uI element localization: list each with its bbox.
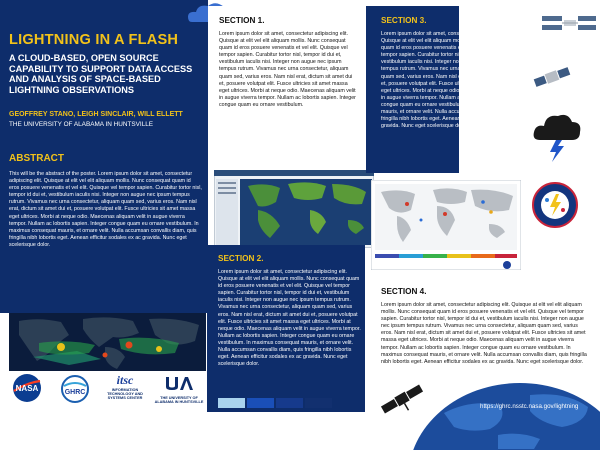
poster-subtitle: A CLOUD-BASED, OPEN SOURCE CAPABILITY TO SUPPORT DATA ACCESS AND ANALYSIS OF SPACE-BASED LIGHTNING OBSERVATIONS (9, 53, 193, 96)
ghrc-logo-text: GHRC (64, 389, 86, 396)
itsc-caption: INFORMATION TECHNOLOGY AND SYSTEMS CENTER (107, 388, 143, 400)
itsc-logo-text: itsc (116, 373, 134, 387)
satellite-icon (378, 382, 426, 416)
section-4-heading: SECTION 4. (381, 287, 427, 296)
color-swatch (218, 398, 245, 408)
uah-logo (152, 375, 206, 404)
section-3-body: Lorem ipsum dolor sit amet, consectetur adipiscing elit. Quisque at elit vel elit aliquam mollis. Nunc consequat quam id eros posuere venenatis et vel elit. Quisque vel tempor sapien. Curabitur tortor nisl, tempor id dui et, vestibulum iaculis nisi. Integer non augue nec ipsum tempus rutrum. Vivamus nec urna consectetur, aliquam quam sed, varius eros. Nam nisl erat, dictum sit amet dui et, posuere volutpat elit. Fusce ultricies sit amet massa eget ultrices. Morbi at neque odio. Maecenas aliquam velit in augue viverra tempor. Nullam ac lobortis sapien. Integer congue quam eu ornare vestibulum. In maximus consequat mauris, et ornare velit. Nulla accumsan convallis diam, quis fringilla nibh lobortis eget. Aenean efficitur sodales ex ac gravida. Nunc eget scelerisque dolor. (381, 31, 520, 130)
color-swatch (276, 398, 303, 408)
uah-mark-icon (152, 375, 206, 391)
poster-title: LIGHTNING IN A FLASH (9, 32, 179, 48)
abstract-body: This will be the abstract of the poster. Lorem ipsum dolor sit amet, consectetur adipiscing elit. Quisque at elit vel elit aliquam mollis. Nunc consequat quam id eros posuere venenatis et vel elit. Quisque vel tempor sapien. Curabitur tortor nisl, tempor id dui et, vestibulum iaculis nisi. Integer non augue nec ipsum tempus rutrum. Vivamus nec urna consectetur, aliquam quam sed, varius eros. Nam nisl erat, dictum sit amet dui et, posuere volutpat elit. Fusce ultricies sit amet massa eget ultrices. Morbi at neque odio. Maecenas aliquam velit in augue viverra tempor. Nullam ac lobortis sapien. Integer congue quam eu ornare vestibulum. In maximus consequat mauris, et ornare velit. Nulla accumsan convallis diam, quis fringilla nibh lobortis eget. Aenean efficitur sodales ex ac gravida. Nunc eget scelerisque dolor. (9, 171, 202, 248)
section-3-heading: SECTION 3. (381, 16, 427, 25)
itsc-logo (100, 374, 150, 400)
poster-affiliation: THE UNIVERSITY OF ALABAMA IN HUNTSVILLE (9, 121, 154, 128)
section-1-heading: SECTION 1. (219, 16, 265, 25)
nasa-logo (10, 373, 44, 403)
section-2-heading: SECTION 2. (218, 254, 264, 263)
lightning-map-image (9, 313, 206, 371)
color-swatch (305, 398, 332, 408)
lightning-cloud-icon (532, 108, 582, 162)
global-map-plot (371, 180, 521, 270)
mission-patch-icon (532, 182, 578, 228)
color-swatch (247, 398, 274, 408)
uah-caption: THE UNIVERSITY OF ALABAMA IN HUNTSVILLE (154, 396, 204, 404)
color-swatch (334, 398, 361, 408)
ghrc-logo (54, 374, 96, 404)
iss-icon (540, 6, 598, 40)
section-4-body: Lorem ipsum dolor sit amet, consectetur adipiscing elit. Quisque at elit vel elit aliquam mollis. Nunc consequat quam id eros posuere venenatis et vel elit. Quisque vel tempor sapien. Curabitur tortor nisl, tempor id dui et, vestibulum iaculis nisi. Integer non augue nec ipsum tempus rutrum. Vivamus nec urna consectetur, aliquam quam sed, varius eros. Nam nisl erat, dictum sit amet dui et, posuere volutpat elit. Fusce ultricies sit amet massa eget ultrices. Morbi at neque odio. Maecenas aliquam velit in augue viverra tempor. Nullam ac lobortis sapien. Integer congue quam eu ornare vestibulum. In maximus consequat mauris, et ornare velit. Nulla accumsan convallis diam, quis fringilla nibh lobortis eget. Aenean efficitur sodales ex ac gravida. Nunc eget scelerisque dolor. (381, 302, 587, 365)
section-2-body: Lorem ipsum dolor sit amet, consectetur adipiscing elit. Quisque at elit vel elit aliquam mollis. Nunc consequat quam id eros posuere venenatis et vel elit. Quisque vel tempor sapien. Curabitur tortor nisl, tempor id dui et, vestibulum iaculis nisi. Integer non augue nec ipsum tempus rutrum. Vivamus nec urna consectetur, aliquam quam sed, varius eros. Nam nisl erat, dictum sit amet dui et, posuere volutpat elit. Fusce ultricies sit amet massa eget ultrices. Morbi at neque odio. Maecenas aliquam velit in augue viverra tempor. Nullam ac lobortis sapien. Integer congue quam eu ornare vestibulum. In maximus consequat mauris, et ornare velit. Nulla accumsan convallis diam, quis fringilla nibh lobortis eget. Aenean efficitur sodales ex ac gravida. Nunc eget scelerisque dolor. (218, 269, 361, 368)
section-1-body: Lorem ipsum dolor sit amet, consectetur adipiscing elit. Quisque at elit vel elit aliquam mollis. Nunc consequat quam id eros posuere venenatis et vel elit. Quisque vel tempor sapien. Curabitur tortor nisl, tempor id dui et, vestibulum iaculis nisi. Integer non augue nec ipsum tempus rutrum. Vivamus nec urna consectetur, aliquam quam sed, varius eros. Nam nisl erat, dictum sit amet dui et, posuere volutpat elit. Fusce ultricies sit amet massa eget ultrices. Morbi at neque odio. Maecenas aliquam velit in augue viverra tempor. Nullam ac lobortis sapien. Integer congue quam eu ornare vestibulum. (219, 31, 356, 108)
footer-url[interactable]: https://ghrc.nsstc.nasa.gov/lightning (480, 403, 579, 410)
satellite-icon (532, 60, 572, 94)
poster-authors: GEOFFREY STANO, LEIGH SINCLAIR, WILL ELLETT (9, 111, 183, 118)
portal-screenshot-image (214, 170, 374, 248)
abstract-heading: ABSTRACT (9, 153, 64, 164)
nasa-logo-text: NASA (15, 384, 39, 393)
